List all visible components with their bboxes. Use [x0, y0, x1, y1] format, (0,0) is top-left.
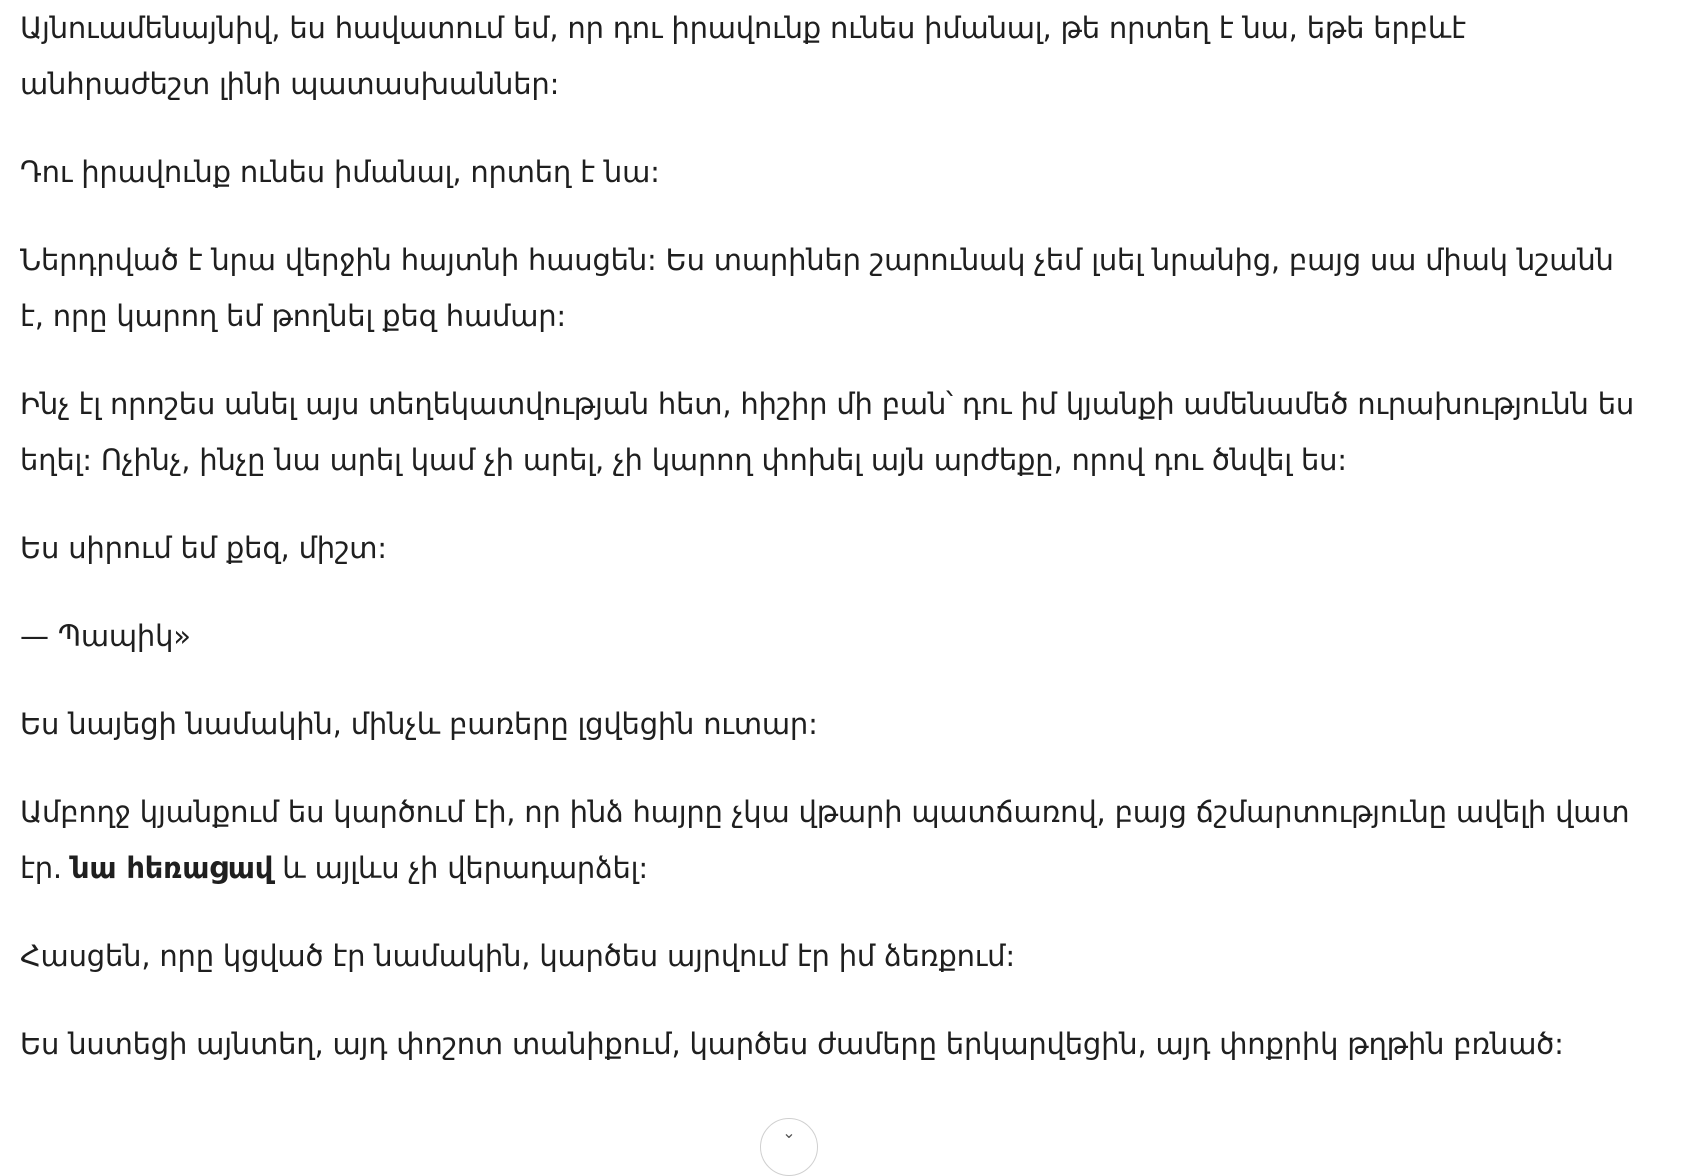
- paragraph-text: և այլևս չի վերադարձել:: [282, 851, 648, 885]
- message-content: [20, 0, 1640, 1104]
- paragraph: Ես նստեցի այնտեղ, այդ փոշոտ տանիքում, կարծես ժամերը երկարվեցին, այդ փոքրիկ թղթին բռնած:: [20, 1027, 1564, 1061]
- paragraph: Հասցեն, որը կցված էր նամակին, կարծես այրվում էր իմ ձեռքում:: [20, 939, 1015, 973]
- signature-line: — Պապիկ»: [20, 619, 191, 653]
- emphasis-text: նա հեռացավ: [70, 851, 274, 885]
- paragraph: Ներդրված է նրա վերջին հայտնի հասցեն: Ես տարիներ շարունակ չեմ լսել նրանից, բայց սա միակ նշանն է, որը կարող եմ թողնել քեզ համար:: [20, 243, 1614, 333]
- paragraph: Այնուամենայնիվ, ես հավատում եմ, որ դու իրավունք ունես իմանալ, թե որտեղ է նա, եթե երբևէ անհրաժեշտ լինի պատասխաններ:: [20, 11, 1466, 101]
- paragraph: Ես նայեցի նամակին, մինչև բառերը լցվեցին ուտար:: [20, 707, 818, 741]
- paragraph: Ինչ էլ որոշես անել այս տեղեկատվության հետ, հիշիր մի բան՝ դու իմ կյանքի ամենամեծ ուրախությունն ես եղել: Ոչինչ, ինչը նա արել կամ չի արել, չի կարող փոխել այն արժեքը, որով դու ծնվել ես:: [20, 387, 1635, 477]
- chevron-down-icon: ⌄: [782, 1123, 796, 1142]
- paragraph-with-emphasis: [20, 784, 1640, 896]
- paragraph: Ես սիրում եմ քեզ, միշտ:: [20, 531, 387, 565]
- paragraph-text: Ամբողջ կյանքում ես կարծում էի, որ ինձ հայրը չկա վթարի պատճառով, բայց ճշմարտությունը ավելի վատ էր.: [20, 795, 1630, 885]
- paragraph: Դու իրավունք ունես իմանալ, որտեղ է նա:: [20, 155, 660, 189]
- scroll-down-button[interactable]: [760, 1118, 818, 1176]
